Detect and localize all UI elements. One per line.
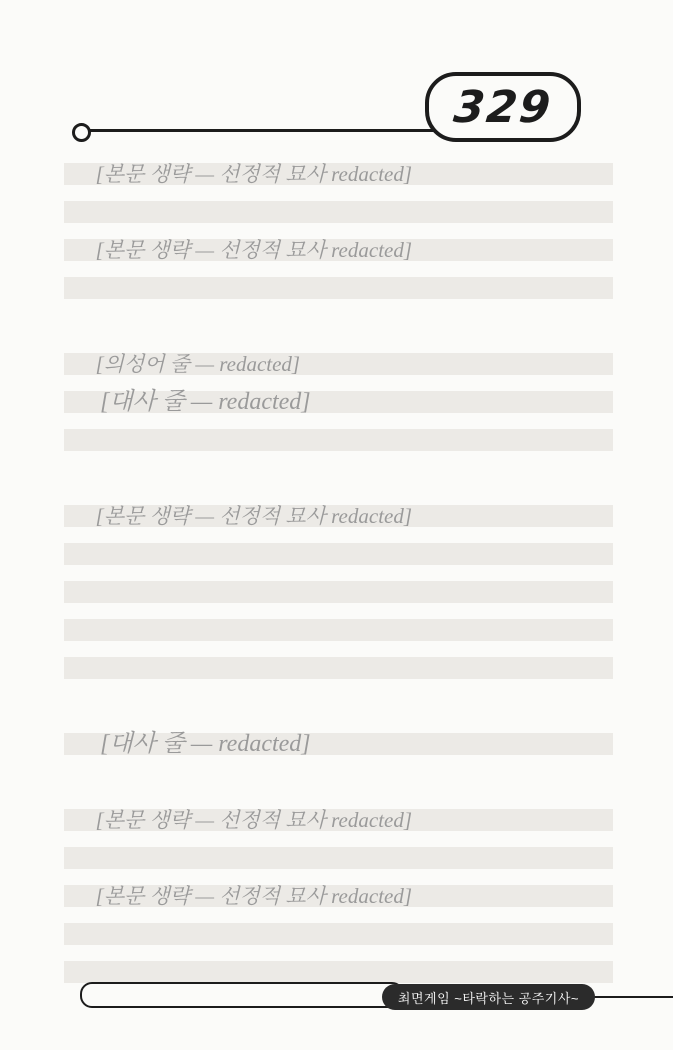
paragraph-narration: [본문 생략 — 선정적 묘사 redacted] [64, 231, 613, 307]
paragraph-sfx: [의성어 줄 — redacted] [64, 345, 613, 383]
paragraph-spacer [64, 459, 613, 497]
paragraph-dialogue: [대사 줄 — redacted] [64, 725, 613, 763]
footer-decorative-pill [80, 982, 404, 1008]
page-number: 329 [451, 81, 555, 133]
paragraph-narration: [본문 생략 — 선정적 묘사 redacted] [64, 497, 613, 687]
paragraph-narration: [본문 생략 — 선정적 묘사 redacted] [64, 877, 613, 991]
series-title-badge [382, 984, 595, 1010]
paragraph-narration: [본문 생략 — 선정적 묘사 redacted] [64, 801, 613, 877]
series-title: 최면게임 ~타락하는 공주기사~ [397, 990, 579, 1006]
header-rule-end-dot [72, 123, 91, 142]
paragraph-spacer [64, 307, 613, 345]
paragraph-narration: [본문 생략 — 선정적 묘사 redacted] [64, 155, 613, 231]
body-text-area [64, 155, 613, 991]
paragraph-dialogue: [대사 줄 — redacted] [64, 383, 613, 459]
paragraph-spacer [64, 687, 613, 725]
page-number-badge [425, 72, 581, 142]
paragraph-spacer [64, 763, 613, 801]
